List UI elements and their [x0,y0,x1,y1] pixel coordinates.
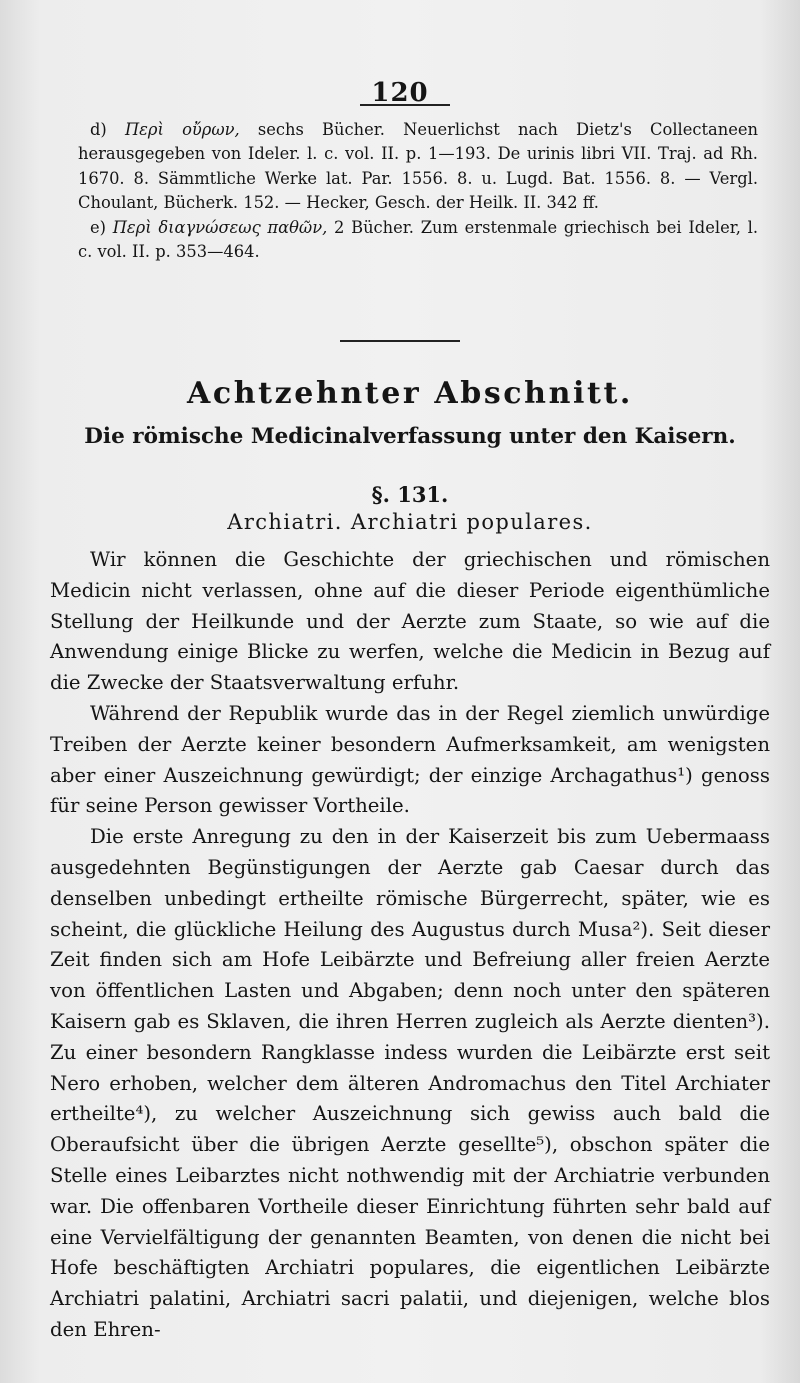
footnote-d [78,118,758,216]
footnote-text: 2 Bücher. Zum erstenmale griechisch bei Ideler, l. c. vol. II. p. 353—464. [78,217,758,262]
page-number: 120 [371,78,429,108]
footnote-text: sechs Bücher. Neuerlichst nach Dietz's Collectaneen herausgegeben von Ideler. l. c. vol. II. p. 1—193. De urinis libri VII. Traj. ad Rh. 1670. 8. Sämmtliche Werke lat. Par. 1556. 8. u. Lugd. Bat. 1556. 8. — Vergl. Choulant, Bücherk. 152. — Hecker, Gesch. der Heilk. II. 342 ff. [78,120,758,213]
footnote-label: e) [90,217,106,237]
footnotes-block [78,118,758,264]
footnote-e [78,216,758,265]
header-rule [360,104,450,106]
footnote-greek-title: Περὶ οὔρων, [124,120,240,139]
paragraph-number: §. 131. [371,482,449,507]
body-text [50,545,770,1346]
body-paragraph: Wir können die Geschichte der griechischen und römischen Medicin nicht verlassen, ohne auf die dieser Periode eigenthümliche Stellung der Heilkunde und der Aerzte zum Staate, so wie auf die Anwendung einige Blicke zu werfen, welche die Medicin in Bezug auf die Zwecke der Staatsverwaltung erfuhr. [50,548,770,695]
section-heading: Achtzehnter Abschnitt. [187,376,633,411]
body-paragraph: Die erste Anregung zu den in der Kaiserzeit bis zum Uebermaass ausgedehnten Begünstigungen der Aerzte gab Caesar durch das denselben unbedingt ertheilte römische Bürgerrecht, später, wie es scheint, die glückliche Heilung des Augustus durch Musa²). Seit dieser Zeit finden sich am Hofe Leibärzte und Befreiung aller freien Aerzte von öffentlichen Lasten und Abgaben; denn noch unter den späteren Kaisern gab es Sklaven, die ihren Herren zugleich als Aerzte dienten³). Zu einer besondern Rangklasse indess wurden die Leibärzte erst seit Nero erhoben, welcher dem älteren Andromachus den Titel Archiater ertheilte⁴), zu welcher Auszeichnung sich gewiss auch bald die Oberaufsicht über die übrigen Aerzte gesellte⁵), obschon später die Stelle eines Leibarztes nicht nothwendig mit der Archiatrie verbunden war. Die offenbaren Vortheile dieser Einrichtung führten sehr bald auf eine Vervielfältigung der genannten Beamten, von denen die nicht bei Hofe beschäftigten Archiatri populares, die eigentlichen Leibärzte Archiatri palatini, Archiatri sacri palatii, und diejenigen, welche blos den Ehren- [50,825,770,1341]
paragraph-title: Archiatri. Archiatri populares. [227,510,593,534]
footnote-label: d) [90,120,107,139]
footnote-greek-title: Περὶ διαγνώσεως παθῶν, [112,217,328,237]
body-paragraph: Während der Republik wurde das in der Regel ziemlich unwürdige Treiben der Aerzte keiner besondern Aufmerksamkeit, am wenigsten aber einer Auszeichnung gewürdigt; der einzige Archagathus¹) genoss für seine Person gewisser Vortheile. [50,701,770,818]
section-separator [340,340,460,342]
section-subheading: Die römische Medicinalverfassung unter den Kaisern. [84,424,736,449]
